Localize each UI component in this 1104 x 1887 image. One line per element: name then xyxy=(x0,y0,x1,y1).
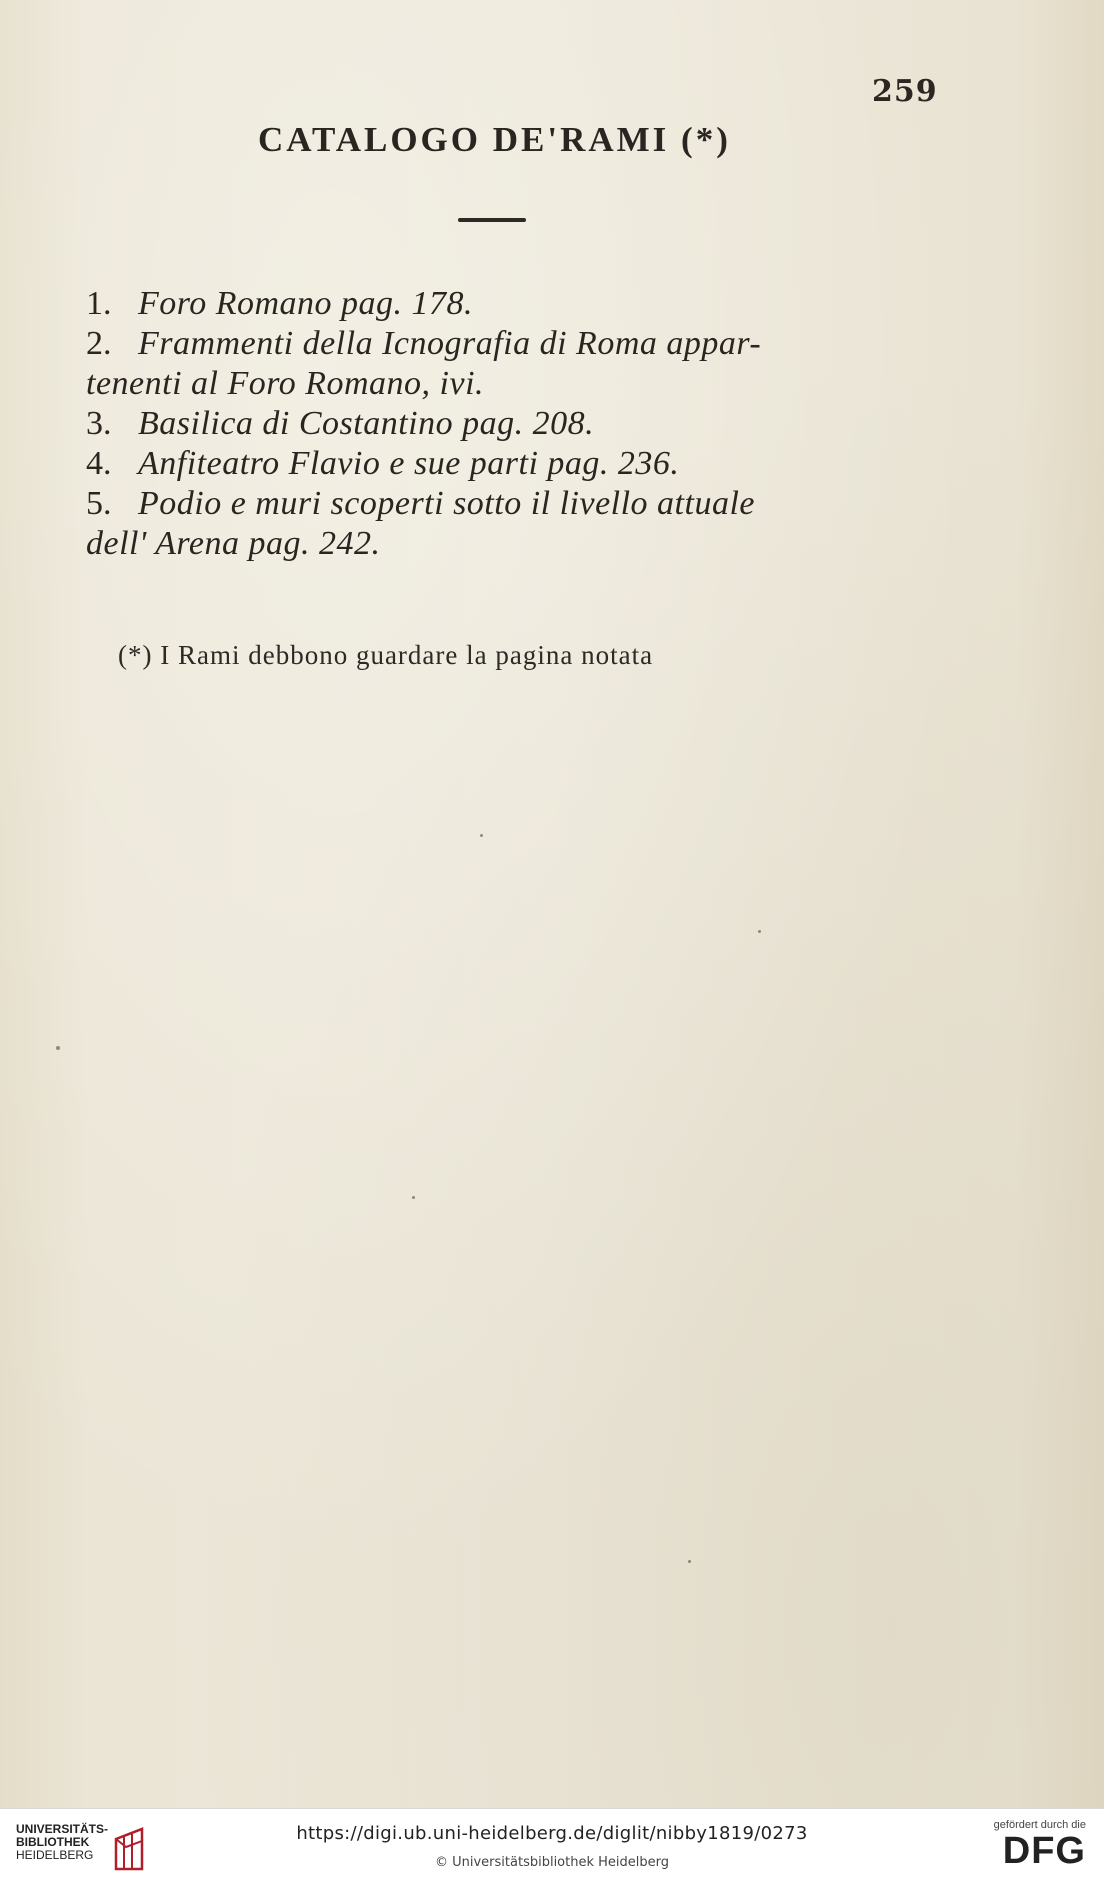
viewer-footer xyxy=(0,1808,1104,1887)
paper-speck xyxy=(758,930,761,933)
dfg-logo[interactable] xyxy=(976,1819,1086,1871)
list-item xyxy=(86,324,956,364)
paper-speck xyxy=(688,1560,691,1563)
library-name-line3: HEIDELBERG xyxy=(16,1848,94,1862)
paper-speck xyxy=(56,1046,60,1050)
permalink-url[interactable]: https://digi.ub.uni-heidelberg.de/diglit/nibby1819/0273 xyxy=(296,1823,808,1844)
item-number: 3. xyxy=(86,405,112,442)
funder-caption: gefördert durch die xyxy=(993,1819,1086,1831)
list-item-continuation xyxy=(86,524,956,564)
paper-speck xyxy=(412,1196,415,1199)
item-text: Podio e muri scoperti sotto il livello attuale xyxy=(138,485,755,522)
plate-list xyxy=(86,284,956,564)
item-text: Basilica di Costantino pag. 208. xyxy=(138,405,595,442)
title-divider xyxy=(458,218,526,222)
library-name-line2: BIBLIOTHEK xyxy=(16,1835,90,1849)
page-title: CATALOGO DE'RAMI (*) xyxy=(258,120,731,159)
list-item xyxy=(86,484,956,524)
item-text: tenenti al Foro Romano, ivi. xyxy=(86,365,485,402)
item-text: dell' Arena pag. 242. xyxy=(86,525,381,562)
list-item xyxy=(86,404,956,444)
item-number: 4. xyxy=(86,445,112,482)
paper-speck xyxy=(480,834,483,837)
library-name-line1: UNIVERSITÄTS- xyxy=(16,1822,109,1836)
funder-name: DFG xyxy=(1002,1830,1086,1872)
footnote: (*) I Rami debbono guardare la pagina notata xyxy=(118,640,654,670)
list-item-continuation xyxy=(86,364,956,404)
page-number: 259 xyxy=(872,74,938,109)
copyright-notice: © Universitätsbibliothek Heidelberg xyxy=(434,1855,669,1870)
list-item xyxy=(86,444,956,484)
item-number: 1. xyxy=(86,285,112,322)
list-item xyxy=(86,284,956,324)
item-text: Foro Romano pag. 178. xyxy=(138,285,474,322)
item-number: 2. xyxy=(86,325,112,362)
item-text: Anfiteatro Flavio e sue parti pag. 236. xyxy=(138,445,680,482)
item-text: Frammenti della Icnografia di Roma appar- xyxy=(138,325,762,362)
item-number: 5. xyxy=(86,485,112,522)
